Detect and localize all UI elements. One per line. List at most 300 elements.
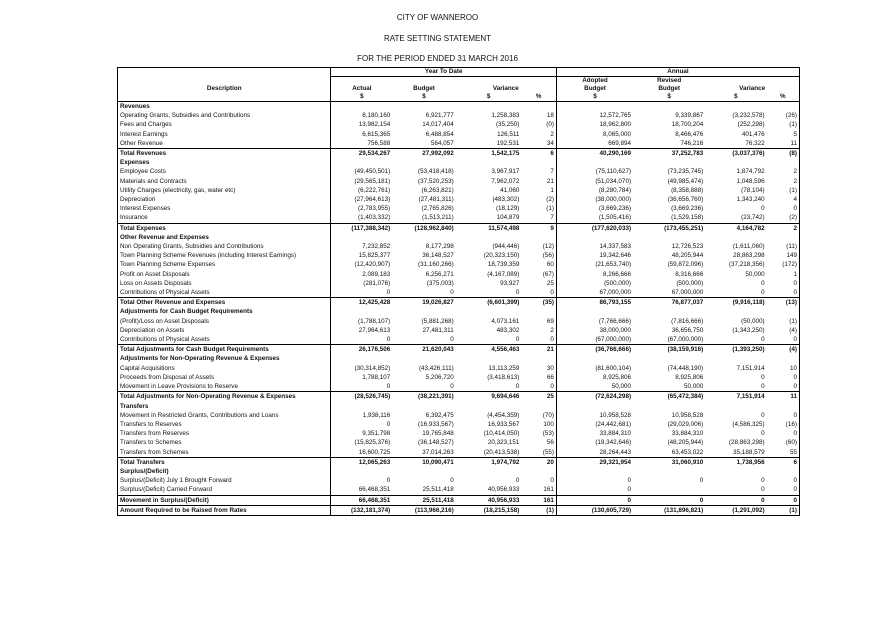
cell-varpct <box>521 307 556 316</box>
cell-avarpct: 1 <box>767 270 800 279</box>
cell-varpct: 0 <box>550 289 554 297</box>
cell-varpct: (1) <box>546 205 554 213</box>
table-row <box>118 448 800 458</box>
cell-budget: 36,148,527 <box>422 252 454 260</box>
cell-avarpct: (11) <box>767 242 800 251</box>
cell-varpct <box>521 467 556 476</box>
table-row <box>118 270 800 279</box>
cell-adopted: 86,793,155 <box>556 298 633 308</box>
cell-adopted: (24,442,681) <box>556 420 633 429</box>
cell-var: 9,694,646 <box>456 392 522 402</box>
cell-budget: (5,881,268) <box>421 317 454 325</box>
cell-avar: 0 <box>761 383 765 391</box>
cell-avar <box>705 307 766 316</box>
cell-budget: (2,765,826) <box>421 205 454 213</box>
cell-revised: (36,656,760) <box>667 196 704 204</box>
row-label: Town Planning Scheme Revenues (including Interest Earnings) <box>118 251 331 260</box>
cell-revised: (500,000) <box>676 279 704 287</box>
cell-avar: (28,863,298) <box>728 439 765 447</box>
cell-revised: 50,000 <box>684 383 704 391</box>
cell-adopted: 0 <box>556 485 633 495</box>
cell-varpct: 7 <box>550 168 554 176</box>
table-row <box>118 120 800 129</box>
cell-varpct <box>521 354 556 363</box>
cell-budget: 37,014,263 <box>422 448 454 456</box>
cell-avarpct: (26) <box>767 111 800 120</box>
table-row <box>118 420 800 429</box>
cell-var: 0 <box>515 477 520 485</box>
total-row <box>118 298 800 308</box>
cell-budget: (43,426,111) <box>418 364 454 372</box>
cell-adopted: 67,000,000 <box>556 288 633 298</box>
cell-var: (20,413,538) <box>483 448 520 456</box>
cell-adopted: (8,280,784) <box>556 186 633 195</box>
cell-var: 483,302 <box>496 326 520 334</box>
cell-revised: (131,896,821) <box>633 505 705 515</box>
cell-adopted: (36,766,666) <box>556 345 633 355</box>
cell-budget: (1,513,211) <box>421 214 454 222</box>
row-label: Total Adjustments for Non-Operating Revenue & Expenses <box>118 392 331 402</box>
cell-avarpct: (2) <box>767 213 800 223</box>
row-label: Surplus/(Deficit) <box>118 467 331 476</box>
cell-var: (483,302) <box>492 196 520 204</box>
statement-title: RATE SETTING STATEMENT <box>383 34 492 43</box>
cell-avar <box>705 354 766 363</box>
cell-budget: 14,017,404 <box>422 121 454 129</box>
total-row <box>118 223 800 233</box>
cell-varpct: 0 <box>550 336 554 344</box>
cell-avarpct <box>767 102 800 112</box>
cell-actual: 66,468,351 <box>331 485 392 495</box>
cell-varpct: (67) <box>542 270 554 278</box>
cell-actual <box>331 158 392 167</box>
cell-adopted: 50,000 <box>556 382 633 392</box>
table-body <box>118 102 800 516</box>
row-label: Capital Acquisitions <box>118 364 331 373</box>
cell-avarpct: 0 <box>767 485 800 495</box>
cell-adopted: 19,342,646 <box>556 251 633 260</box>
cell-varpct: 1 <box>550 186 554 194</box>
cell-avar: (3,037,376) <box>705 149 766 159</box>
cell-adopted: 28,264,443 <box>556 448 633 458</box>
row-label: Fees and Charges <box>118 120 331 129</box>
cell-varpct: 9 <box>521 223 556 233</box>
cell-revised: 31,060,910 <box>633 457 705 467</box>
cell-adopted <box>556 233 633 242</box>
cell-varpct: 30 <box>546 364 554 372</box>
rate-setting-table <box>117 67 800 516</box>
cell-avarpct <box>767 467 800 476</box>
row-label: Movement in Leave Provisions to Reserve <box>118 382 331 392</box>
cell-avarpct: 5 <box>767 130 800 139</box>
section-row <box>118 158 800 167</box>
cell-budget: 6,392,475 <box>425 411 454 419</box>
header-row-4 <box>118 93 800 102</box>
cell-varpct: 0 <box>550 383 554 391</box>
cell-varpct: (70) <box>542 411 554 419</box>
cell-var: 40,956,933 <box>456 495 522 505</box>
annual-variance-unit: $ <box>705 93 766 102</box>
variance-pct-unit: % <box>521 93 556 102</box>
cell-avar <box>705 102 766 112</box>
cell-actual: (49,450,501) <box>331 167 392 176</box>
table-row <box>118 167 800 176</box>
row-label: Insurance <box>118 213 331 223</box>
cell-adopted <box>556 354 633 363</box>
row-label: Contributions of Physical Assets <box>118 335 331 345</box>
cell-budget <box>392 307 455 316</box>
cell-budget: (6,263,821) <box>421 186 454 194</box>
cell-adopted: (75,110,627) <box>556 167 633 176</box>
cell-adopted: 0 <box>556 495 633 505</box>
cell-avar: (3,232,578) <box>732 112 765 120</box>
cell-revised: (59,872,096) <box>667 261 704 269</box>
cell-actual: (1,403,332) <box>331 213 392 223</box>
cell-actual: 7,232,852 <box>331 242 392 251</box>
cell-actual <box>331 233 392 242</box>
cell-var: 18,739,359 <box>487 261 520 269</box>
cell-var: 16,933,567 <box>487 420 520 428</box>
table-row <box>118 195 800 204</box>
cell-budget: 21,620,043 <box>392 345 455 355</box>
cell-var: (10,414,050) <box>483 430 520 438</box>
cell-avarpct: (16) <box>767 420 800 429</box>
cell-revised: (38,159,916) <box>633 345 705 355</box>
cell-avar: 0 <box>705 495 766 505</box>
cell-varpct: (56) <box>542 252 554 260</box>
cell-actual: (132,181,374) <box>331 505 392 515</box>
cell-adopted <box>556 102 633 112</box>
row-label: Depreciation <box>118 195 331 204</box>
cell-revised <box>633 402 705 411</box>
cell-actual: 16,600,725 <box>331 448 392 458</box>
table-row <box>118 373 800 382</box>
cell-actual: 13,982,154 <box>331 120 392 129</box>
actual-header: Actual <box>331 85 392 93</box>
annual-variance-header: Variance <box>705 85 799 93</box>
adopted-unit: $ <box>556 93 633 102</box>
cell-revised: 12,726,523 <box>671 243 704 251</box>
cell-avar: 0 <box>761 279 765 287</box>
row-label: (Profit)/Loss on Asset Disposals <box>118 317 331 326</box>
cell-actual <box>331 354 392 363</box>
cell-avar: 0 <box>761 205 765 213</box>
table-row <box>118 279 800 288</box>
cell-varpct: 20 <box>521 457 556 467</box>
cell-budget: (128,962,840) <box>392 223 455 233</box>
row-label: Transfers from Reserves <box>118 429 331 438</box>
row-label: Total Other Revenue and Expenses <box>118 298 331 308</box>
cell-actual: 26,176,506 <box>331 345 392 355</box>
variance-header: Variance <box>492 85 519 92</box>
cell-revised: 8,316,666 <box>675 270 704 278</box>
cell-var: (18,129) <box>495 205 520 213</box>
cell-actual: (30,314,852) <box>331 364 392 373</box>
cell-actual: 756,588 <box>331 139 392 149</box>
cell-avarpct: 149 <box>767 251 800 260</box>
row-label: Transfers from Schemes <box>118 448 331 458</box>
cell-var: 0 <box>515 336 520 344</box>
cell-avar: 0 <box>761 411 765 419</box>
cell-avarpct: (1) <box>767 505 800 515</box>
cell-varpct: 2 <box>550 130 554 138</box>
section-row <box>118 354 800 363</box>
cell-budget: (37,520,253) <box>418 177 454 185</box>
cell-actual: 9,351,798 <box>331 429 392 438</box>
cell-var <box>456 102 522 112</box>
table-row <box>118 204 800 213</box>
row-label: Interest Expenses <box>118 204 331 213</box>
row-label: Interest Earnings <box>118 130 331 139</box>
cell-avarpct: (13) <box>767 298 800 308</box>
cell-actual: 0 <box>331 420 392 429</box>
cell-actual: 6,615,365 <box>331 130 392 139</box>
cell-adopted: (130,605,729) <box>556 505 633 515</box>
cell-var: 1,542,175 <box>456 149 522 159</box>
cell-avarpct: (4) <box>767 345 800 355</box>
table-row <box>118 411 800 420</box>
section-row <box>118 467 800 476</box>
cell-var: 1,974,792 <box>456 457 522 467</box>
cell-varpct <box>521 233 556 242</box>
cell-budget: 564,057 <box>430 139 454 147</box>
cell-budget: 25,511,418 <box>392 495 455 505</box>
cell-budget <box>392 233 455 242</box>
cell-actual: 27,964,613 <box>331 326 392 335</box>
cell-var: (4,454,359) <box>487 411 520 419</box>
cell-avar <box>705 158 766 167</box>
cell-avarpct: 0 <box>767 476 800 485</box>
cell-var: 1,258,383 <box>491 112 520 120</box>
cell-avar: (50,000) <box>741 317 765 325</box>
cell-revised: 746,216 <box>680 139 704 147</box>
cell-varpct: 69 <box>546 317 554 325</box>
table-row <box>118 364 800 373</box>
cell-adopted: 12,572,765 <box>556 111 633 120</box>
cell-avarpct: (1) <box>767 120 800 129</box>
cell-revised: 76,877,037 <box>633 298 705 308</box>
cell-actual: 8,180,160 <box>331 111 392 120</box>
cell-actual: 0 <box>331 335 392 345</box>
cell-avar: 1,048,596 <box>736 177 765 185</box>
cell-actual: (117,388,342) <box>331 223 392 233</box>
row-label: Movement in Surplus/(Deficit) <box>118 495 331 505</box>
cell-revised: (173,455,251) <box>633 223 705 233</box>
cell-actual: (2,783,955) <box>331 204 392 213</box>
cell-var: (6,601,399) <box>456 298 522 308</box>
cell-avarpct: 2 <box>767 177 800 186</box>
cell-budget: (38,221,391) <box>392 392 455 402</box>
cell-budget: 0 <box>450 336 454 344</box>
cell-revised <box>633 102 705 112</box>
cell-budget <box>392 467 455 476</box>
cell-varpct: 56 <box>546 439 554 447</box>
cell-revised: 10,958,528 <box>671 411 704 419</box>
revised-unit: $ <box>633 93 705 102</box>
cell-adopted: (1,505,416) <box>556 213 633 223</box>
cell-revised: 48,205,944 <box>671 252 704 260</box>
cell-revised: (49,985,474) <box>667 177 704 185</box>
cell-adopted: (21,653,740) <box>556 260 633 269</box>
adopted-header: Adopted <box>556 77 633 86</box>
cell-varpct: 161 <box>543 486 554 494</box>
table-row <box>118 213 800 223</box>
cell-budget: (113,966,216) <box>392 505 455 515</box>
cell-avar: 76,322 <box>745 139 765 147</box>
table-row <box>118 139 800 149</box>
cell-avarpct: 4 <box>767 195 800 204</box>
cell-avar: 50,000 <box>745 270 765 278</box>
cell-adopted: (67,000,000) <box>556 335 633 345</box>
row-label: Transfers <box>118 402 331 411</box>
cell-varpct: (35) <box>521 298 556 308</box>
cell-avar: 1,343,240 <box>736 196 765 204</box>
table-row <box>118 335 800 345</box>
cell-actual: 1,938,116 <box>331 411 392 420</box>
cell-avarpct: (8) <box>767 149 800 159</box>
cell-budget: (27,481,311) <box>418 196 454 204</box>
row-label: Total Adjustments for Cash Budget Requirements <box>118 345 331 355</box>
cell-actual: 12,425,428 <box>331 298 392 308</box>
cell-avarpct: 0 <box>767 495 800 505</box>
description-header: Description <box>118 85 331 93</box>
row-label: Other Revenue and Expenses <box>118 233 331 242</box>
cell-avarpct: 11 <box>767 139 800 149</box>
actual-unit: $ <box>331 93 392 102</box>
section-row <box>118 307 800 316</box>
cell-revised <box>633 354 705 363</box>
cell-var: 40,956,933 <box>487 486 520 494</box>
cell-actual: (15,825,376) <box>331 438 392 447</box>
cell-var: 3,967,917 <box>491 168 520 176</box>
cell-revised: 67,000,000 <box>671 289 704 297</box>
cell-avar <box>705 233 766 242</box>
cell-avarpct <box>767 233 800 242</box>
row-label: Expenses <box>118 158 331 167</box>
cell-budget: 25,511,418 <box>422 486 454 494</box>
cell-avar: 7,151,914 <box>705 392 766 402</box>
cell-varpct: (12) <box>542 243 554 251</box>
cell-actual: (6,222,761) <box>331 186 392 195</box>
cell-actual: 2,089,183 <box>331 270 392 279</box>
cell-budget: (36,148,527) <box>418 439 454 447</box>
cell-adopted: (19,342,646) <box>556 438 633 447</box>
row-label: Other Revenue <box>118 139 331 149</box>
cell-actual: (28,526,745) <box>331 392 392 402</box>
row-label: Materials and Contracts <box>118 177 331 186</box>
cell-avarpct: 0 <box>767 279 800 288</box>
cell-var: 11,574,498 <box>456 223 522 233</box>
table-row <box>118 130 800 139</box>
cell-adopted: 33,884,310 <box>556 429 633 438</box>
cell-var: 192,531 <box>496 139 520 147</box>
cell-avar: (4,586,325) <box>732 420 765 428</box>
cell-actual: (1,788,107) <box>331 317 392 326</box>
cell-revised: (65,472,384) <box>633 392 705 402</box>
cell-var: 104,879 <box>496 214 520 222</box>
cell-adopted <box>556 467 633 476</box>
cell-actual <box>331 402 392 411</box>
cell-budget: 5,206,720 <box>425 373 454 381</box>
cell-avarpct <box>767 402 800 411</box>
cell-var: (20,323,150) <box>483 252 520 260</box>
cell-avarpct: (1) <box>767 317 800 326</box>
row-label: Transfers to Reserves <box>118 420 331 429</box>
row-label: Revenues <box>118 102 331 112</box>
cell-adopted: (51,034,070) <box>556 177 633 186</box>
cell-revised: 8,466,476 <box>675 130 704 138</box>
revised-budget-header: Budget <box>658 85 680 92</box>
cell-budget: (375,003) <box>426 279 454 287</box>
cell-var: 7,962,072 <box>491 177 520 185</box>
cell-var: (35,250) <box>495 121 520 129</box>
cell-revised <box>633 485 705 495</box>
cell-avarpct: (172) <box>767 260 800 269</box>
cell-var <box>456 354 522 363</box>
total-row <box>118 457 800 467</box>
annual-header: Annual <box>556 68 799 77</box>
row-label: Total Revenues <box>118 149 331 159</box>
cell-revised <box>633 467 705 476</box>
cell-adopted <box>556 307 633 316</box>
row-label: Total Transfers <box>118 457 331 467</box>
cell-actual: 29,534,267 <box>331 149 392 159</box>
cell-adopted: 40,290,169 <box>556 149 633 159</box>
cell-avar: (252,298) <box>737 121 765 129</box>
cell-avar: 1,738,956 <box>705 457 766 467</box>
cell-avarpct: 0 <box>767 411 800 420</box>
row-label: Surplus/(Deficit) July 1 Brought Forward <box>118 476 331 485</box>
cell-varpct <box>521 158 556 167</box>
cell-revised: 18,700,204 <box>671 121 704 129</box>
cell-avar: 0 <box>761 486 765 494</box>
cell-varpct: 66 <box>546 373 554 381</box>
cell-actual: 66,468,351 <box>331 495 392 505</box>
cell-revised: 8,925,806 <box>675 373 704 381</box>
cell-avarpct: 0 <box>767 373 800 382</box>
cell-avar <box>705 402 766 411</box>
cell-avar: 4,164,782 <box>705 223 766 233</box>
cell-budget: 6,488,854 <box>425 130 454 138</box>
cell-avar: 0 <box>761 336 765 344</box>
cell-avar: 401,476 <box>741 130 765 138</box>
cell-adopted <box>556 158 633 167</box>
cell-budget: 0 <box>450 289 454 297</box>
row-label: Transfers to Schemes <box>118 438 331 447</box>
header-row-3 <box>118 85 800 93</box>
row-label: Non Operating Grants, Subsidies and Contributions <box>118 242 331 251</box>
cell-varpct: 161 <box>521 495 556 505</box>
cell-budget: 0 <box>450 477 454 485</box>
cell-budget: 27,481,311 <box>422 326 454 334</box>
cell-adopted: 0 <box>556 476 633 485</box>
cell-revised <box>633 158 705 167</box>
cell-budget: (31,160,266) <box>418 261 454 269</box>
cell-avar: 7,151,914 <box>736 364 765 372</box>
cell-varpct: 34 <box>546 139 554 147</box>
adopted-budget-header: Budget <box>556 85 633 93</box>
cell-var <box>456 467 522 476</box>
row-label: Employee Costs <box>118 167 331 176</box>
cell-adopted: (500,000) <box>556 279 633 288</box>
cell-actual <box>331 307 392 316</box>
cell-revised: (7,816,666) <box>671 317 704 325</box>
revised-header: Revised <box>657 77 682 84</box>
cell-avarpct: 0 <box>767 335 800 345</box>
cell-actual <box>331 102 392 112</box>
cell-varpct <box>521 402 556 411</box>
cell-budget: 6,921,777 <box>425 112 454 120</box>
